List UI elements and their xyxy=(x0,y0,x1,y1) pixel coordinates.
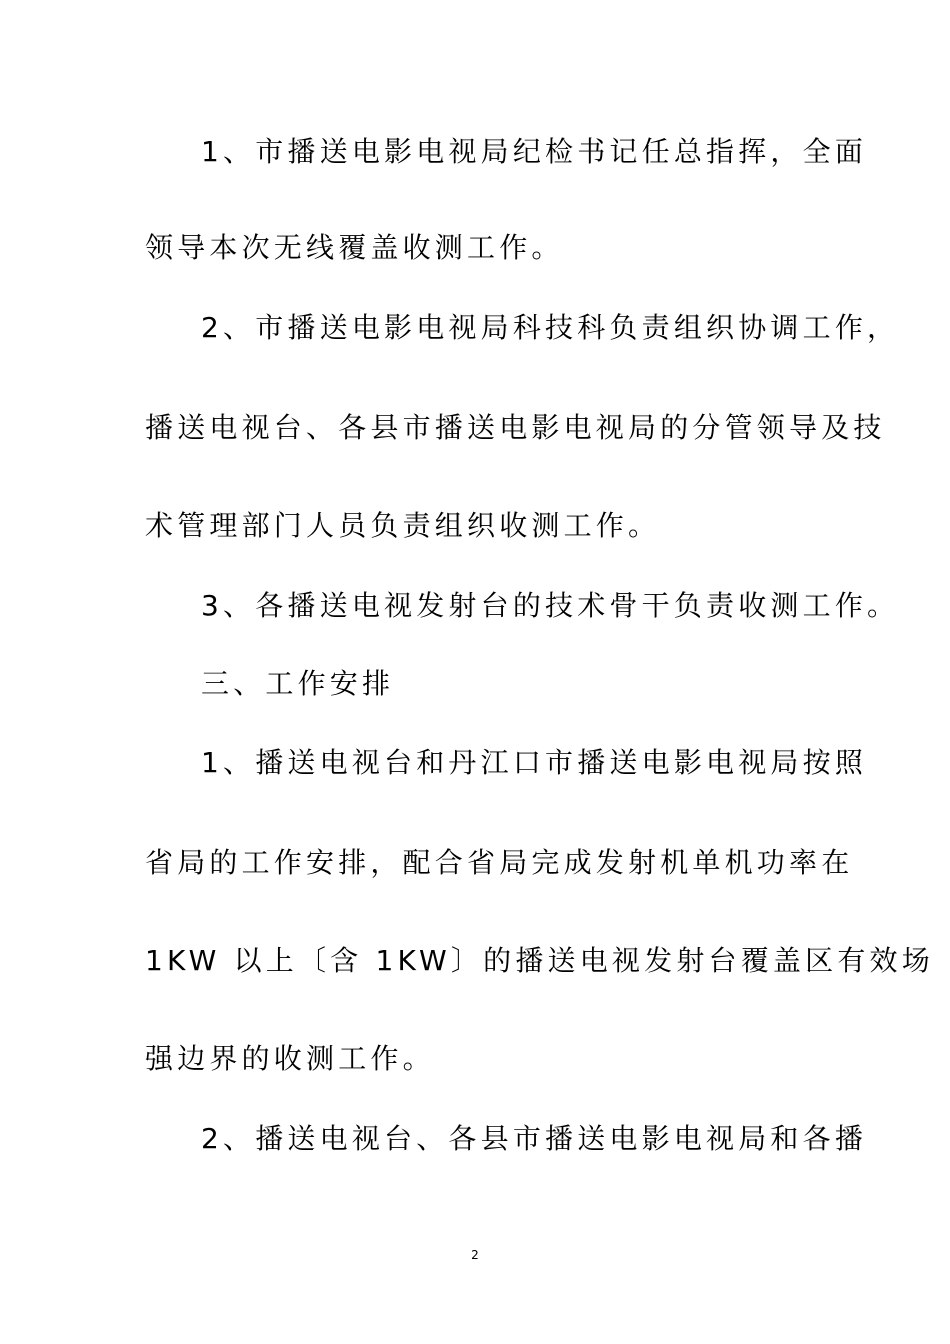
page-number: 2 xyxy=(471,1248,479,1262)
text-line: 2、市播送电影电视局科技科负责组织协调工作， xyxy=(201,311,900,344)
text-line: 领导本次无线覆盖收测工作。 xyxy=(145,231,564,264)
text-line: 1、播送电视台和丹江口市播送电影电视局按照 xyxy=(201,746,868,779)
text-line: 1、市播送电影电视局纪检书记任总指挥，全面 xyxy=(201,135,868,168)
text-line: 2、播送电视台、各县市播送电影电视局和各播 xyxy=(201,1122,868,1155)
text-line: 省局的工作安排，配合省局完成发射机单机功率在 xyxy=(145,846,854,879)
text-line: 强边界的收测工作。 xyxy=(145,1042,435,1075)
text-line: 3、各播送电视发射台的技术骨干负责收测工作。 xyxy=(201,589,900,622)
text-line: 播送电视台、各县市播送电影电视局的分管领导及技 xyxy=(145,411,886,444)
text-line: 术管理部门人员负责组织收测工作。 xyxy=(145,509,661,542)
section-heading: 三、工作安排 xyxy=(201,667,395,700)
text-line: 1KW 以上〔含 1KW〕的播送电视发射台覆盖区有效场 xyxy=(145,944,934,977)
